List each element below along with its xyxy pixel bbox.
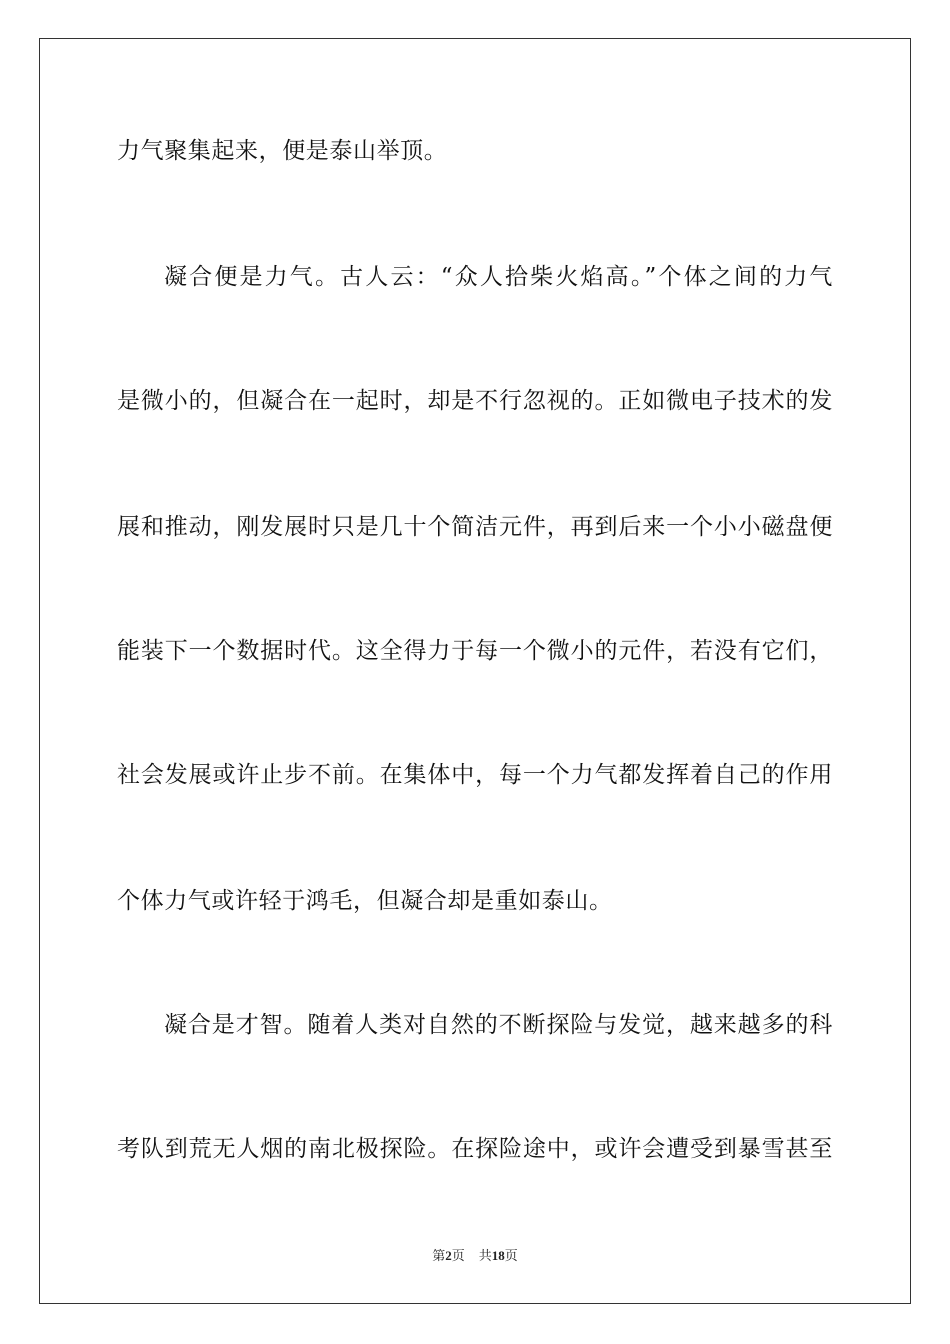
page-suffix: 页 [451, 1249, 465, 1264]
text-line: 是微小的，但凝合在一起时，却是不行忽视的。正如微电子技术的发 [117, 388, 833, 414]
page-number: 2 [445, 1248, 452, 1263]
total-prefix: 共 [478, 1249, 492, 1264]
total-suffix: 页 [504, 1249, 518, 1264]
text-line: 展和推动，刚发展时只是几十个简洁元件，再到后来一个小小磁盘便 [117, 514, 833, 540]
page-footer [0, 1246, 950, 1267]
paragraph-start-line: 凝合是才智。随着人类对自然的不断探险与发觉，越来越多的科 [164, 1012, 833, 1038]
text-line: 能装下一个数据时代。这全得力于每一个微小的元件，若没有它们， [117, 638, 833, 664]
total-pages: 18 [491, 1248, 505, 1263]
page-border [39, 38, 911, 1304]
text-line: 个体力气或许轻于鸿毛，但凝合却是重如泰山。 [117, 888, 613, 914]
text-line: 力气聚集起来，便是泰山举顶。 [117, 138, 448, 164]
paragraph-start-line: 凝合便是力气。古人云：“众人拾柴火焰高。”个体之间的力气 [164, 264, 833, 290]
text-line: 社会发展或许止步不前。在集体中，每一个力气都发挥着自己的作用 [117, 762, 833, 788]
text-line: 考队到荒无人烟的南北极探险。在探险途中，或许会遭受到暴雪甚至 [117, 1136, 833, 1162]
page-prefix: 第 [432, 1249, 446, 1264]
